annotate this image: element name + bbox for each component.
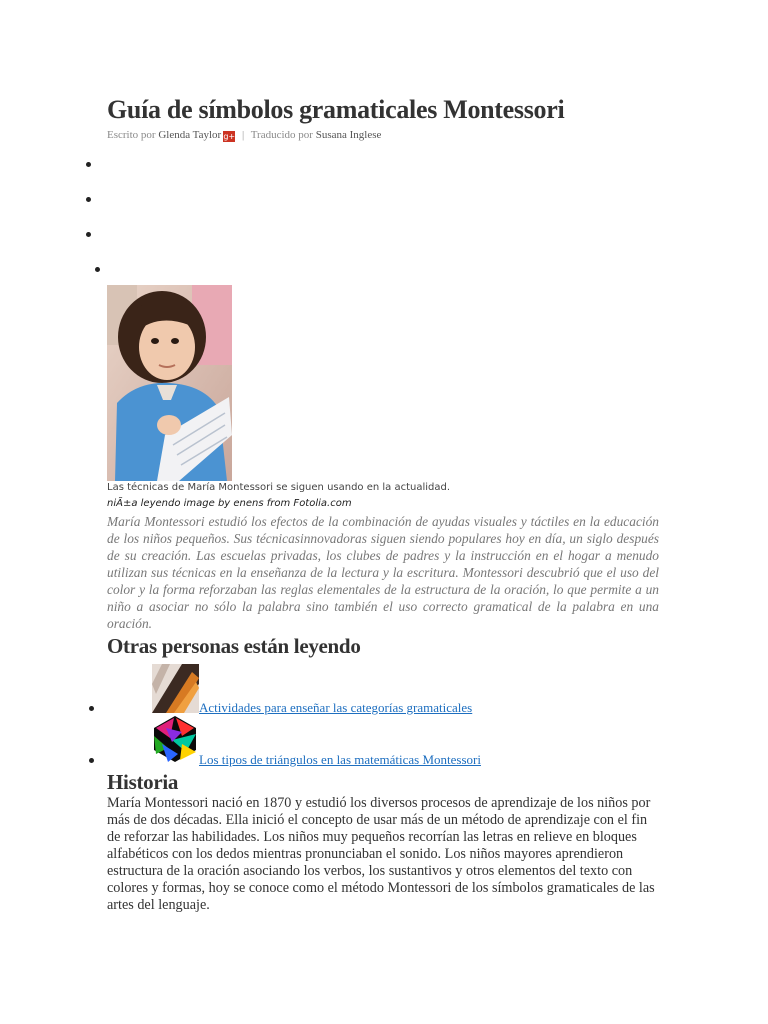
share-list-bullet [86,197,91,202]
google-plus-icon[interactable]: g+ [223,132,236,141]
pencils-thumbnail-image [152,664,199,713]
image-credit: niÃ±a leyendo image by enens from Fotolia.com [107,498,352,509]
triangles-thumbnail-image [152,714,199,764]
written-by-label: Escrito por [107,129,156,141]
share-list-bullet [95,267,100,272]
byline-separator: | [241,129,245,141]
share-list-bullet [86,232,91,237]
translated-by-label: Traducido por [250,129,313,141]
related-heading: Otras personas están leyendo [107,634,361,658]
article-summary: María Montessori estudió los efectos de la combinación de ayudas visuales y táctiles en la educación de los niños pequeños. Sus técnicasinnovadoras siguen siendo populares hoy en día, un siglo después de su creación. Las escuelas privadas, los clubes de padres y la instrucción en el hogar a menudo utilizan sus técnicas en la enseñanza de la lectura y la escritura. Montessori descubrió que el uso del color y la forma reforzaban las reglas elementales de la estructura de la oración, lo que permite a un niño a asociar no sólo la palabra sino también el uso correcto gramatical de la palabra en una oración. [107,514,659,631]
translator-name: Susana Inglese [315,129,382,141]
related-list-bullet [89,706,94,711]
related-link[interactable]: Actividades para enseñar las categorías gramaticales [199,700,473,715]
related-thumbnail[interactable] [152,714,199,764]
related-thumbnail[interactable] [152,664,199,713]
byline [107,128,381,142]
history-paragraph: María Montessori nació en 1870 y estudió los diversos procesos de aprendizaje de los niños por más de dos décadas. Ella inició el concepto de usar más de un método de aprendizaje con el fin de reforzar las habilidades. Los niños muy pequeños recorrían las letras en relieve en bloques alfabéticos con los dedos mientras pronunciaban el sonido. Los niños mayores aprendieron estructura de la oración asociando los verbos, los sustantivos y otros elementos del texto con colores y formas, hoy se conoce como el método Montessori de los símbolos gramaticales de las artes del lenguaje. [107,795,655,913]
author-name[interactable]: Glenda Taylor [158,129,222,141]
girl-reading-image [107,285,232,481]
section-heading-history: Historia [107,770,179,794]
image-caption: Las técnicas de María Montessori se siguen usando en la actualidad. [107,482,451,493]
share-list-bullet [86,162,91,167]
related-link[interactable]: Los tipos de triángulos en las matemáticas Montessori [199,752,481,767]
page-title: Guía de símbolos gramaticales Montessori [107,95,565,124]
article-photo [107,285,232,481]
related-list-bullet [89,758,94,763]
